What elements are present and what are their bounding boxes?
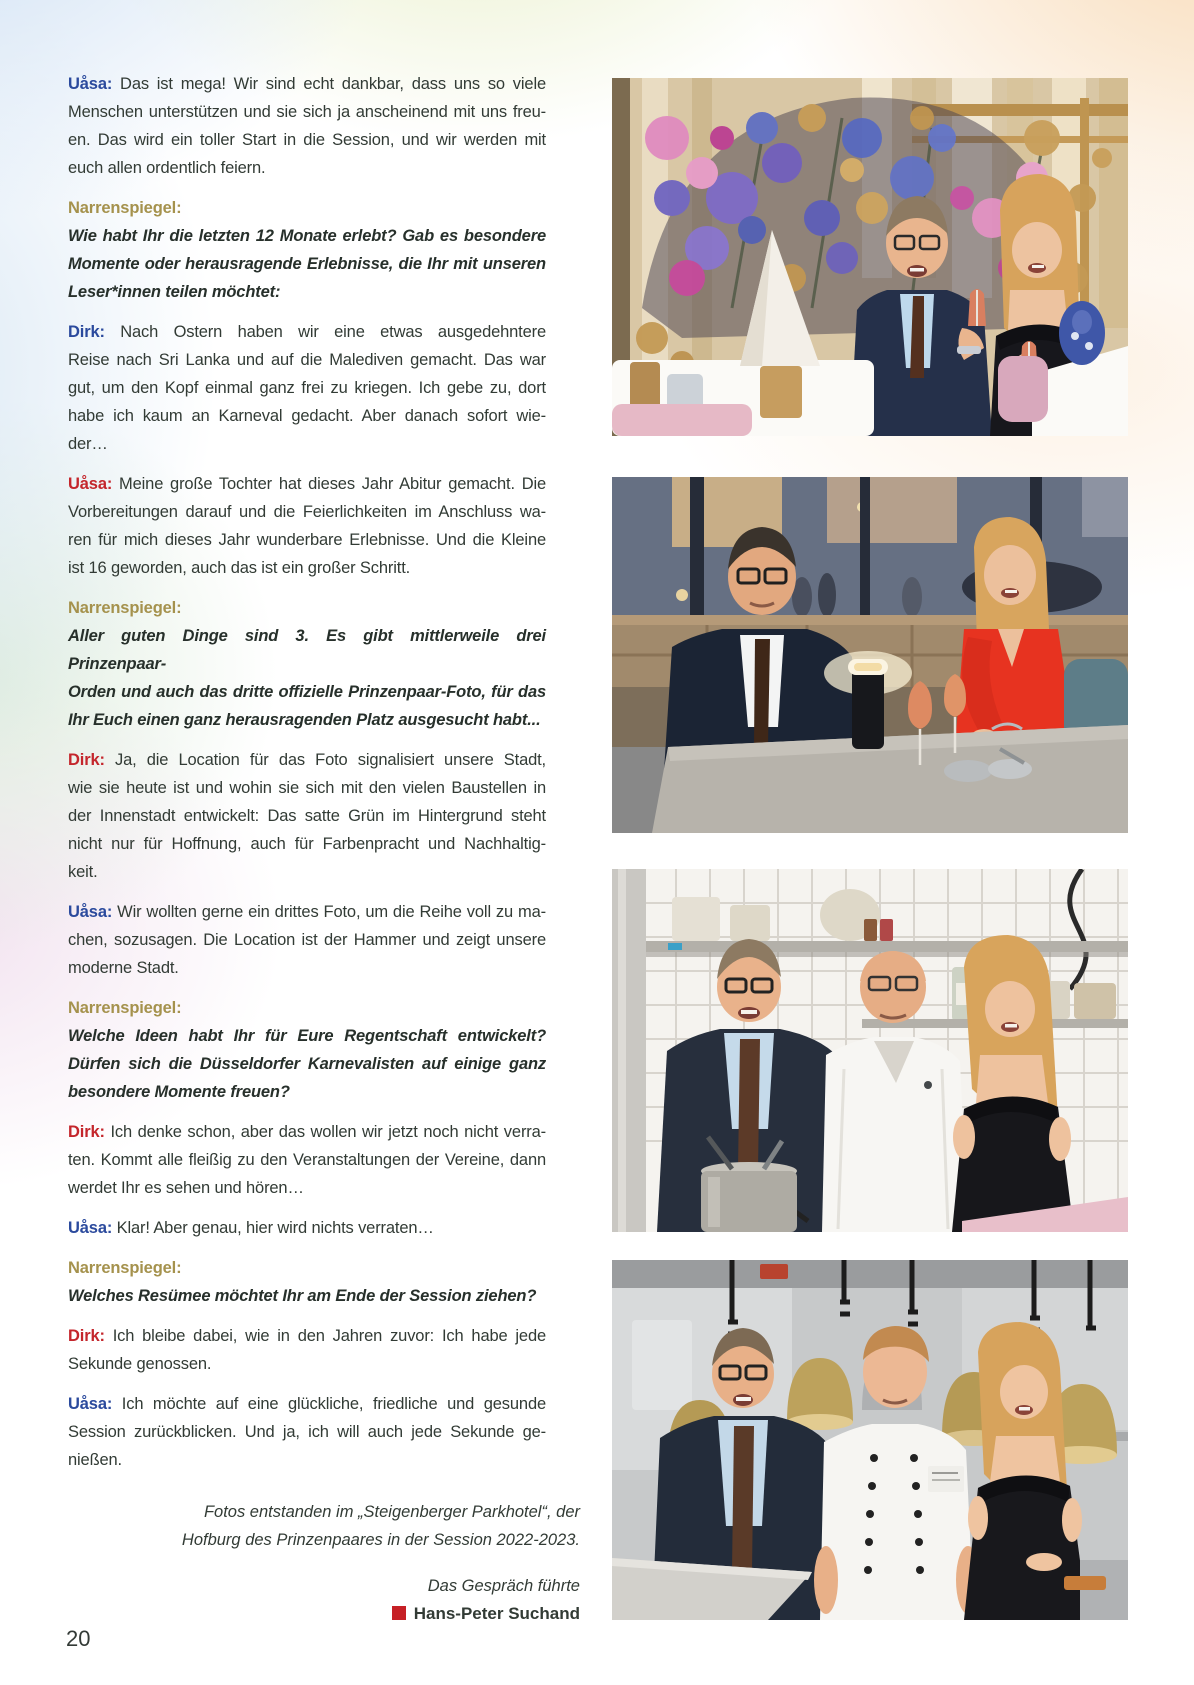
speech-line: Dirk: Ja, die Location für das Foto signalisiert unsere Stadt, xyxy=(68,751,546,769)
speech-line: habe ich kaum an Karneval gedacht. Aber danach sofort wie- xyxy=(68,407,546,425)
speaker-label: Dirk: xyxy=(68,751,116,769)
interviewer-question xyxy=(68,1254,546,1310)
question-line: Aller guten Dinge sind 3. Es gibt mittlerweile drei Prinzenpaar- xyxy=(68,627,546,673)
interviewer-question xyxy=(68,994,546,1106)
speech-line: der… xyxy=(68,435,108,453)
interviewer-name: Hans-Peter Suchand xyxy=(413,1604,580,1623)
speech-paragraph xyxy=(68,1322,546,1378)
interviewer-question xyxy=(68,194,546,306)
speech-line: Uåsa: Ich möchte auf eine glückliche, friedliche und gesunde xyxy=(68,1395,546,1413)
question-line: besondere Momente freuen? xyxy=(68,1083,290,1101)
question-line: Wie habt Ihr die letzten 12 Monate erlebt? Gab es besondere xyxy=(68,227,546,245)
photo-credit-line: Hofburg des Prinzenpaares in der Session 2022-2023. xyxy=(181,1531,580,1549)
speech-line: wie sie heute ist und wohin sie sich mit den vielen Baustellen in xyxy=(68,779,546,797)
speech-line: werdet Ihr es sehen und hören… xyxy=(68,1179,304,1197)
speech-line: Uåsa: Klar! Aber genau, hier wird nichts verraten… xyxy=(68,1219,434,1237)
speech-paragraph xyxy=(68,70,546,182)
speech-line: en. Das wird ein toller Start in die Session, und wir werden mit xyxy=(68,131,546,149)
narrenspiegel-label: Narrenspiegel: xyxy=(68,599,182,617)
speech-line: Uåsa: Das ist mega! Wir sind echt dankbar, dass uns so viele xyxy=(68,75,546,93)
narrenspiegel-label: Narrenspiegel: xyxy=(68,1259,182,1277)
question-line: Momente oder herausragende Erlebnisse, die Ihr mit unseren xyxy=(68,255,546,273)
speech-line: Vorbereitungen darauf und die Feierlichkeiten im Anschluss wa- xyxy=(68,503,546,521)
speech-paragraph xyxy=(68,1118,546,1202)
article-column xyxy=(68,70,546,1486)
speech-line: Uåsa: Wir wollten gerne ein drittes Foto, um die Reihe voll zu ma- xyxy=(68,903,546,921)
speech-line: ren für mich dieses Jahr wunderbare Erlebnisse. Und die Kleine xyxy=(68,531,546,549)
speaker-label: Uåsa: xyxy=(68,475,120,493)
speech-line: Uåsa: Meine große Tochter hat dieses Jahr Abitur gemacht. Die xyxy=(68,475,547,493)
speech-line: Dirk: Ich bleibe dabei, wie in den Jahren zuvor: Ich habe jede xyxy=(68,1327,546,1345)
photo-prinzenpaar-restaurant xyxy=(612,78,1128,436)
byline-lead: Das Gespräch führte xyxy=(427,1577,580,1595)
speech-line: euch allen ordentlich feiern. xyxy=(68,159,266,177)
red-square-icon xyxy=(392,1606,406,1620)
speaker-label: Uåsa: xyxy=(68,903,118,921)
byline xyxy=(68,1600,580,1628)
narrenspiegel-label: Narrenspiegel: xyxy=(68,199,182,217)
speech-paragraph xyxy=(68,746,546,886)
photo-prinzenpaar-jungkoch xyxy=(612,1260,1128,1620)
speech-line: nicht nur für Hoffnung, auch für Farbenpracht und Nachhaltig- xyxy=(68,835,546,853)
speech-paragraph xyxy=(68,470,546,582)
photo-prinzenpaar-kueche-koch xyxy=(612,869,1128,1232)
speech-line: Dirk: Ich denke schon, aber das wollen wir jetzt noch nicht verra- xyxy=(68,1123,546,1141)
speaker-label: Uåsa: xyxy=(68,1219,117,1237)
speech-line: Sekunde genossen. xyxy=(68,1355,212,1373)
speech-line: chen, sozusagen. Die Location ist der Hammer und zeigt unsere xyxy=(68,931,546,949)
interviewer-question xyxy=(68,594,546,734)
speech-line: ten. Kommt alle fleißig zu den Veranstaltungen der Vereine, dann xyxy=(68,1151,546,1169)
speech-line: keit. xyxy=(68,863,98,881)
speaker-label: Uåsa: xyxy=(68,1395,122,1413)
speech-line: der Innenstadt entwickelt: Das satte Grün im Hintergrund steht xyxy=(68,807,546,825)
speech-paragraph xyxy=(68,318,546,458)
question-line: Orden und auch das dritte offizielle Prinzenpaar-Foto, für das xyxy=(68,683,546,701)
speech-line: Session zurückblicken. Und ja, ich will auch jede Sekunde ge- xyxy=(68,1423,546,1441)
speech-line: nießen. xyxy=(68,1451,122,1469)
question-line: Leser*innen teilen möchtet: xyxy=(68,283,281,301)
page-number: 20 xyxy=(66,1626,91,1651)
speaker-label: Dirk: xyxy=(68,1123,111,1141)
speech-paragraph xyxy=(68,1390,546,1474)
question-line: Ihr Euch einen ganz herausragenden Platz ausgesucht habt... xyxy=(68,711,541,729)
speech-line: gut, um den Kopf einmal ganz frei zu kriegen. Ich gebe zu, dort xyxy=(68,379,546,397)
question-line: Welche Ideen habt Ihr für Eure Regentschaft entwickelt? xyxy=(68,1027,546,1045)
photo-credit-line: Fotos entstanden im „Steigenberger Parkhotel“, der xyxy=(203,1503,580,1521)
speech-line: moderne Stadt. xyxy=(68,959,179,977)
speech-line: Dirk: Nach Ostern haben wir eine etwas ausgedehntere xyxy=(68,323,547,341)
question-line: Welches Resümee möchtet Ihr am Ende der Session ziehen? xyxy=(68,1287,537,1305)
speech-line: Reise nach Sri Lanka und auf die Malediven gemacht. Das war xyxy=(68,351,546,369)
speech-line: ist 16 geworden, auch das ist ein großer Schritt. xyxy=(68,559,411,577)
speech-paragraph xyxy=(68,898,546,982)
dusk-city-background xyxy=(612,477,1128,637)
speaker-label: Dirk: xyxy=(68,1327,113,1345)
photo-prinzenpaar-terrasse xyxy=(612,477,1128,833)
speaker-label: Uåsa: xyxy=(68,75,121,93)
credits-block xyxy=(68,1498,580,1628)
speech-line: Menschen unterstützen und sie sich ja anscheinend mit uns freu- xyxy=(68,103,546,121)
speech-paragraph xyxy=(68,1214,546,1242)
speaker-label: Dirk: xyxy=(68,323,121,341)
question-line: Dürfen sich die Düsseldorfer Karnevalisten auf einige ganz xyxy=(68,1055,546,1073)
narrenspiegel-label: Narrenspiegel: xyxy=(68,999,182,1017)
